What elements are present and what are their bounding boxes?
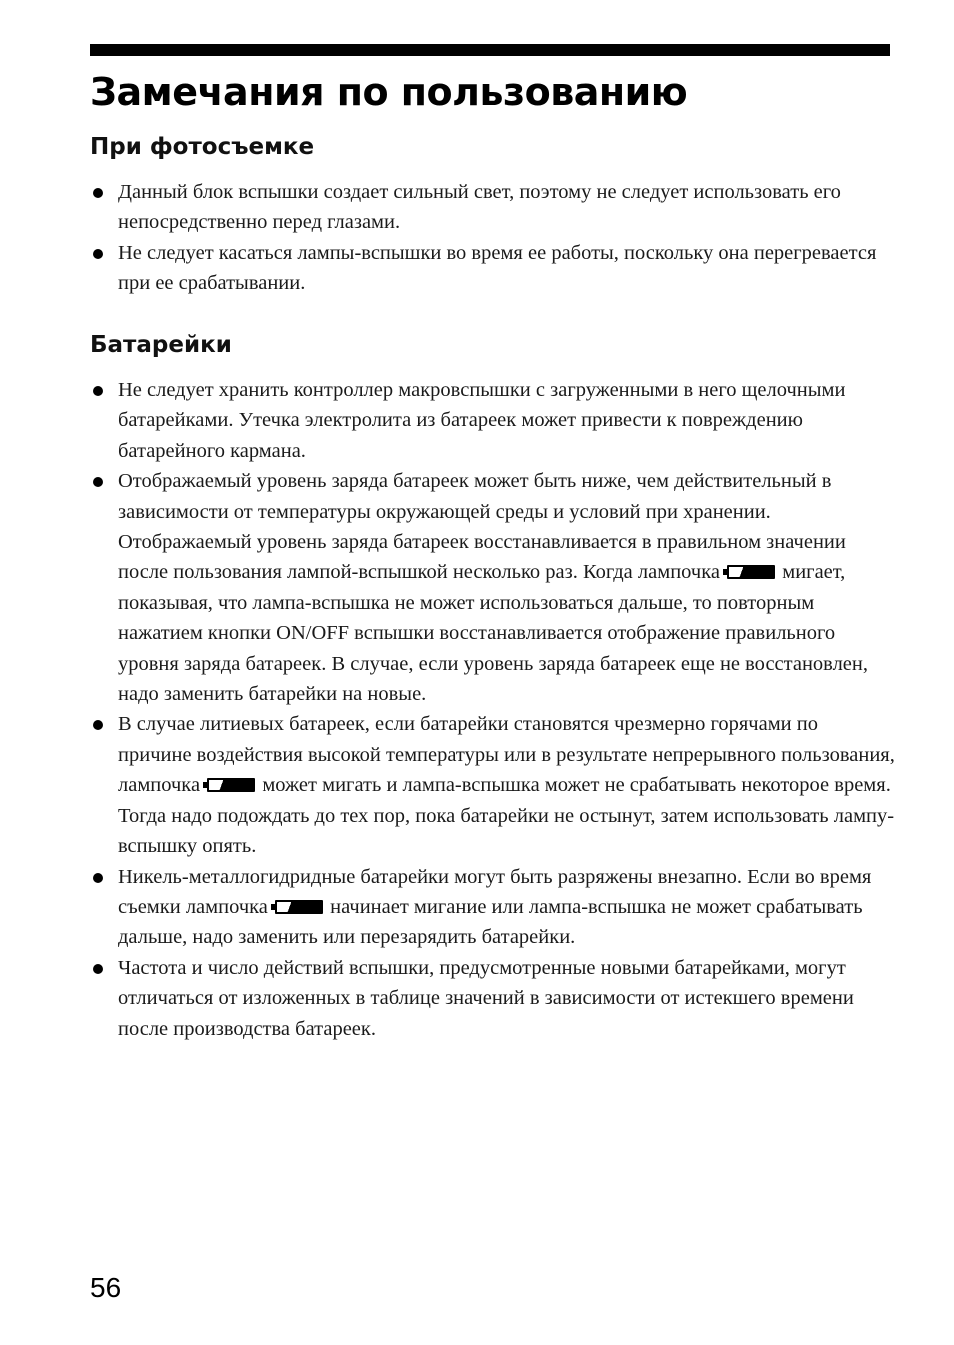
list-item-text: может мигать и лампа-вспышка может не срабатывать некоторое время. Тогда надо подождать до тех пор, пока батарейки не остынут, затем использовать лампу-вспышку опять.: [118, 774, 895, 858]
photography-notes-list: [90, 177, 895, 299]
list-item-text: мигает, показывая, что лампа-вспышка не может использоваться дальше, то повторным нажатием кнопки ON/OFF вспышки восстанавливается отображение правильного уровня заряда батареек. В случае, если уровень заряда батареек еще не восстановлен, надо заменить батарейки на новые.: [118, 561, 869, 706]
list-item: [90, 862, 895, 953]
battery-low-icon: [275, 900, 323, 914]
list-item-text: начинает мигание или лампа-вспышка не может срабатывать дальше, надо заменить или перезарядить батарейки.: [118, 895, 863, 949]
list-item: Не следует хранить контроллер макровспышки с загруженными в него щелочными батарейками. Утечка электролита из батареек может привести к повреждению батарейного кармана.: [90, 375, 895, 466]
list-item-text: Никель-металлогидридные батарейки могут быть разряжены внезапно. Если во время съемки лампочка: [118, 865, 872, 918]
list-item: Частота и число действий вспышки, предусмотренные новыми батарейками, могут отличаться от изложенных в таблице значений в зависимости от истекшего времени после производства батареек.: [90, 953, 895, 1044]
battery-low-icon: [207, 778, 255, 792]
list-item: [90, 709, 895, 861]
page-number: 56: [90, 1272, 122, 1303]
list-item: Данный блок вспышки создает сильный свет, поэтому не следует использовать его непосредственно перед глазами.: [90, 177, 895, 238]
battery-notes-list: [90, 375, 895, 1044]
page-title: Замечания по пользованию: [90, 70, 688, 114]
battery-low-icon: [727, 565, 775, 579]
list-item: Не следует касаться лампы-вспышки во время ее работы, поскольку она перегревается при ее срабатывании.: [90, 238, 895, 299]
section-heading-photography: При фотосъемке: [90, 134, 315, 160]
list-item-text: В случае литиевых батареек, если батарейки становятся чрезмерно горячами по причине воздействия высокой температуры или в результате непрерывного пользования, лампочка: [118, 713, 895, 797]
list-item: [90, 466, 895, 709]
section-heading-batteries: Батарейки: [90, 332, 232, 358]
top-rule: [90, 44, 890, 56]
list-item-text: Отображаемый уровень заряда батареек может быть ниже, чем действительный в зависимости от температуры окружающей среды и условий при хранении. Отображаемый уровень заряда батареек восстанавливается в правильном значении после пользования лампой-вспышкой несколько раз. Когда лампочка: [118, 470, 846, 584]
